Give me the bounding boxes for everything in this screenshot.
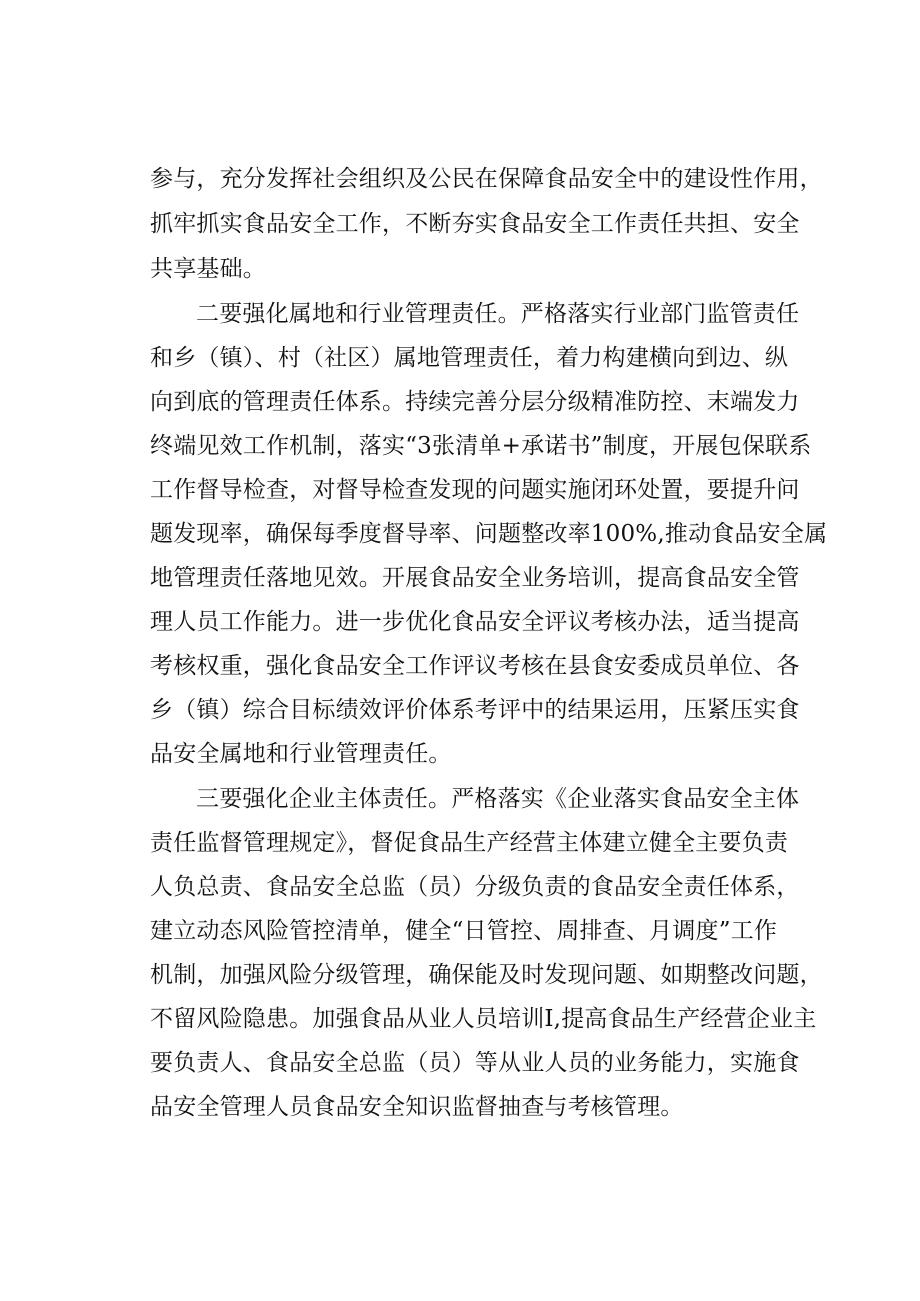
text-line: 地管理责任落地见效。开展食品安全业务培训，提高食品安全管 xyxy=(150,565,800,591)
text-line: 责任监督管理规定》，督促食品生产经营主体建立健全主要负责 xyxy=(150,830,789,856)
text-line: 共享基础。 xyxy=(150,256,266,282)
text-line: 品安全属地和行业管理责任。 xyxy=(150,741,452,767)
text-line: 二要强化属地和行业管理责任。严格落实行业部门监管责任 xyxy=(196,301,800,327)
text-line: 理人员工作能力。进一步优化食品安全评议考核办法，适当提高 xyxy=(150,609,800,635)
text-line: 和乡（镇）、村（社区）属地管理责任，着力构建横向到边、纵 xyxy=(150,345,789,371)
text-line: 参与，充分发挥社会组织及公民在保障食品安全中的建设性作用， xyxy=(150,166,823,192)
text-line: 考核权重，强化食品安全工作评议考核在县食安委成员单位、各 xyxy=(150,653,800,679)
text-line: 终端见效工作机制，落实“3张清单+承诺书”制度，开展包保联系 xyxy=(150,433,812,459)
text-line: 品安全管理人员食品安全知识监督抽查与考核管理。 xyxy=(150,1094,684,1120)
text-line: 三要强化企业主体责任。严格落实《企业落实食品安全主体 xyxy=(196,786,800,812)
text-line: 要负责人、食品安全总监（员）等从业人员的业务能力，实施食 xyxy=(150,1050,800,1076)
text-line: 建立动态风险管控清单，健全“日管控、周排查、月调度”工作 xyxy=(150,918,778,944)
text-line: 抓牢抓实食品安全工作，不断夯实食品安全工作责任共担、安全 xyxy=(150,211,800,237)
text-line: 向到底的管理责任体系。持续完善分层分级精准防控、末端发力 xyxy=(150,389,800,415)
text-line: 机制，加强风险分级管理，确保能及时发现问题、如期整改问题， xyxy=(150,962,823,988)
text-line: 题发现率，确保每季度督导率、问题整改率100%,推动食品安全属 xyxy=(150,521,828,547)
text-line: 工作督导检查，对督导检查发现的问题实施闭环处置，要提升问 xyxy=(150,477,800,503)
text-line: 乡（镇）综合目标绩效评价体系考评中的结果运用，压紧压实食 xyxy=(150,697,800,723)
text-line: 不留风险隐患。加强食品从业人员培训I,提高食品生产经营企业主 xyxy=(150,1006,817,1032)
text-line: 人负总责、食品安全总监（员）分级负责的食品安全责任体系， xyxy=(150,874,800,900)
